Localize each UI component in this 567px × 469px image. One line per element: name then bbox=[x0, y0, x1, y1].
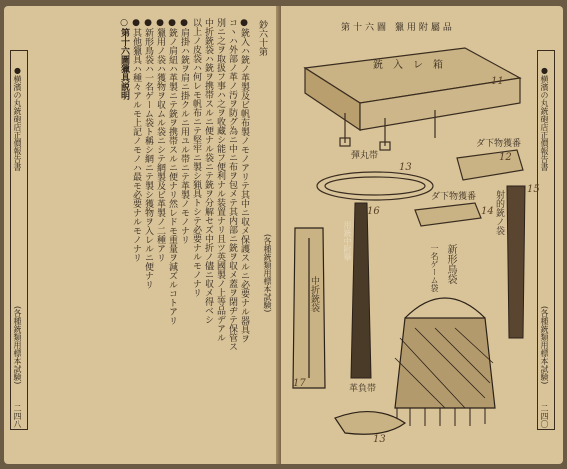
strap-figure bbox=[335, 412, 405, 435]
left-page bbox=[4, 6, 280, 464]
shoulder-bag-label: 射的銃ノ袋 bbox=[494, 190, 504, 235]
body-column-5: ●肩掛ハ銃ヲ肩ニ掛クルニ用ユル帯ニテ革製ノモノナリ bbox=[179, 18, 189, 244]
long-bag-figure bbox=[351, 203, 371, 378]
pad-14-figure bbox=[415, 203, 481, 226]
game-bag-label: 新形鳥袋 bbox=[445, 244, 456, 284]
left-body-text bbox=[30, 18, 250, 436]
cartridge-belt-figure bbox=[317, 172, 433, 200]
body-column-4: 以上ノ皮袋ハ何レモ帆布ニテ堅牢ニ製シ猟具トシテ必要ナルモノナリ bbox=[191, 18, 201, 297]
pad14-label: ダ下物獲番 bbox=[431, 192, 477, 202]
pad12-number: 12 bbox=[499, 152, 512, 163]
right-side-subtitle: (各種銃類用標本試験) bbox=[540, 306, 549, 385]
pad14-number: 14 bbox=[481, 206, 494, 217]
belt-label: 彈丸帯 bbox=[351, 151, 379, 161]
right-side-title: ●横濱の丸銃砲店正價報告書 bbox=[540, 66, 549, 171]
left-side-subtitle: (各種銃類用標本試験) bbox=[13, 306, 22, 385]
left-margin-note: (各種銃類用標本試験) bbox=[263, 234, 272, 313]
strap-label: 革負帯 bbox=[349, 384, 377, 394]
body-column-6: ●銃ノ肩紐ハ革製ニテ銃ヲ携帯スルニ便ナリ然レドモ重量ヲ減ズルコトアリ bbox=[167, 18, 177, 325]
folded-case-label: 中折銃袋 bbox=[309, 276, 319, 312]
body-column-1: コヽハ外部ノ革ノ汚ヲ防グ為ニ中ニ布ヲ包メテ其内部ニ銃ヲ収メ蓋ヲ閉ヂテ保管ス bbox=[227, 18, 237, 351]
left-page-number: 二四八 bbox=[13, 404, 22, 428]
body-column-8: ●新形鳥袋ハ一名ゲーム袋ト稱シ網ニテ製シ獲物ヲ入レルニ便ナリ bbox=[143, 18, 153, 289]
figure-illustration bbox=[285, 38, 535, 458]
figure-header: 第十六圖 獵用附屬品 bbox=[341, 23, 455, 33]
game-bag-figure bbox=[395, 298, 495, 426]
shoulder-bag-figure bbox=[507, 186, 525, 338]
long-bag-number: 16 bbox=[367, 206, 380, 217]
body-column-9: ●其他獵具ハ種々アルモ上記ノモノハ最モ必要ナルモノナリ bbox=[131, 18, 141, 262]
sub-title: ○第十六圖獵具説明 bbox=[119, 18, 129, 100]
left-side-title: ●横濱の丸銃砲店正價報告書 bbox=[13, 66, 22, 171]
body-column-2: 別ニ之ヲ取扱フ事ハ之ヲ收藏シ能フ便利ナル装置ナリ且ツ英國製ノ上等品デアル bbox=[215, 18, 225, 342]
folded-case-number: 17 bbox=[293, 378, 306, 389]
case-number: 11 bbox=[491, 76, 504, 87]
left-header-title: 鈔六十第 bbox=[257, 20, 267, 56]
pad12-label: ダ下物獲番 bbox=[476, 139, 522, 149]
pad-12-figure bbox=[457, 150, 523, 180]
body-column-7: ●獵用ノ袋ハ獲物ヲ収ムル袋ニシテ網製及ビ革製ノ二種アリ bbox=[155, 18, 165, 262]
right-page bbox=[281, 6, 563, 464]
body-column-3: 中折銃袋ハ銃ヲ携帯スルニ便ナル袋ニテ銃ヲ分解セズ中折ノ儘ニ収メ得ベシ bbox=[203, 18, 213, 324]
belt-number: 13 bbox=[399, 162, 412, 173]
strap-number: 13 bbox=[373, 434, 386, 445]
shoulder-bag-number: 15 bbox=[527, 184, 540, 195]
game-bag-sublabel: 一名ゲーム袋 bbox=[430, 244, 439, 292]
long-bag-label: 用銃中附擧 bbox=[343, 221, 352, 261]
case-label: 銃入レ箱 bbox=[373, 60, 453, 71]
body-column-0: ●銃入ハ銃ノ革製及ビ帆布製ノモノアリテ其中ニ収メ保護スルニ必要ナル器具ヲ bbox=[239, 18, 249, 343]
right-page-number: 二四〇 bbox=[540, 404, 549, 428]
